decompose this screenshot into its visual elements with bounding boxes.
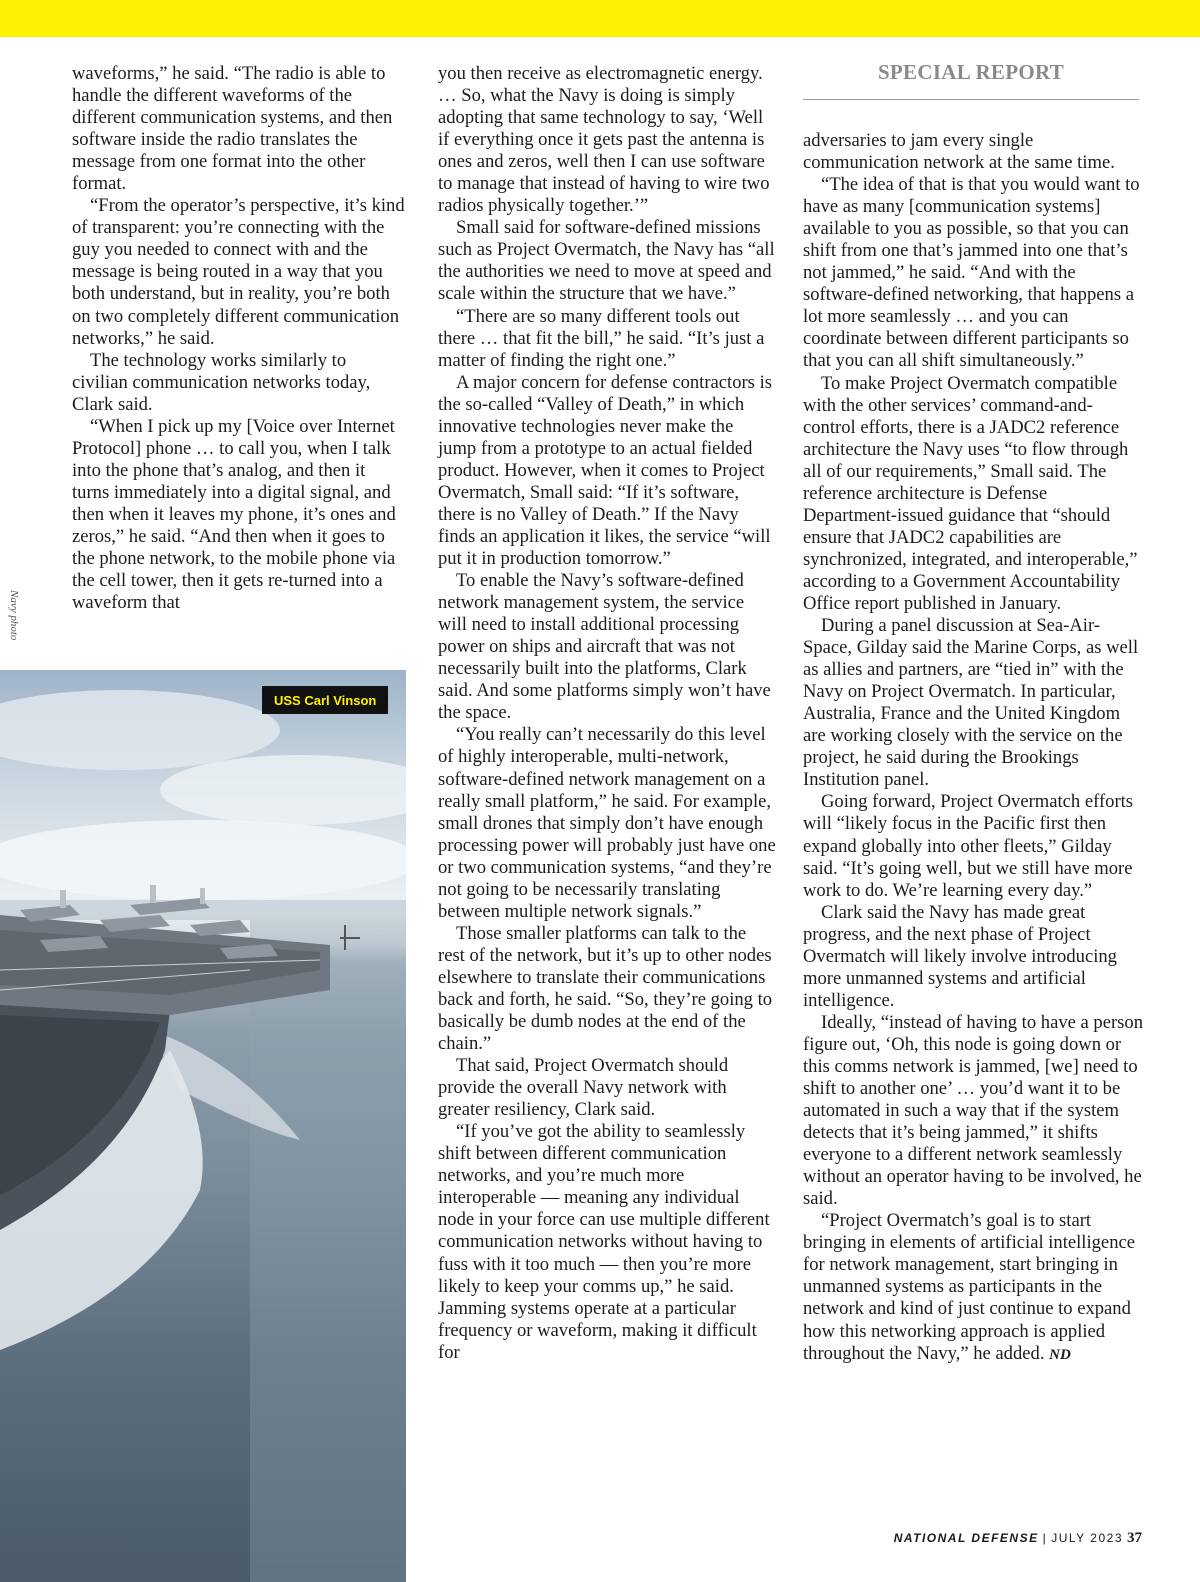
footer-separator: | xyxy=(1042,1531,1048,1545)
top-accent-bar xyxy=(0,0,1200,37)
paragraph: Clark said the Navy has made great progress, and the next phase of Project Overmatch will likely involve introducing more unmanned systems and artificial intelligence. xyxy=(803,901,1117,1011)
paragraph: “If you’ve got the ability to seamlessly shift between different communication networks, and you’re much more interoperable — meaning any individual node in your force can use multiple different communication networks without having to fuss with it too much — then you’re more likely to keep your comms up,” he said. Jamming systems operate at a particular frequency or waveform, making it difficult for xyxy=(438,1121,770,1363)
paragraph: waveforms,” he said. “The radio is able to handle the different waveforms of the different communication systems, and then software inside the radio translates the message from one format into the other format. xyxy=(72,63,393,195)
section-divider xyxy=(803,99,1139,100)
issue-date: JULY 2023 xyxy=(1051,1531,1123,1545)
paragraph: adversaries to jam every single communication network at the same time. xyxy=(803,130,1115,174)
carrier-illustration xyxy=(0,670,406,1582)
paragraph: During a panel discussion at Sea-Air-Space, Gilday said the Marine Corps, as well as allies and partners, are “tied in” with the Navy on Project Overmatch. In particular, Australia, France and the United Kingdom are working closely with the service on the project, he said during the Brookings Institution panel. xyxy=(803,615,1139,791)
photo-caption-tag xyxy=(262,686,388,714)
paragraph: “There are so many different tools out there … that fit the bill,” he said. “It’s just a matter of finding the right one.” xyxy=(438,305,765,371)
paragraph: Those smaller platforms can talk to the rest of the network, but it’s up to other nodes elsewhere to translate their communications back and forth, he said. “So, they’re going to basically be dumb nodes at the end of the chain.” xyxy=(438,922,773,1055)
paragraph: Ideally, “instead of having to have a person figure out, ‘Oh, this node is going down or this comms network is jammed, [we] need to shift to another one’ … you’d want it to be automated in such a way that if the system detects that it’s being jammed,” it shifts everyone to a different network seamlessly without an operator having to be involved, he said. xyxy=(803,1011,1144,1210)
paragraph-text: “Project Overmatch’s goal is to start bringing in elements of artificial intelligence for network management, start bringing in unmanned systems as participants in the network and kind of just continue to expand how this networking approach is applied throughout the Navy,” he added. xyxy=(803,1210,1135,1364)
paragraph: To make Project Overmatch compatible with the other services’ command-and-control efforts, there is a JADC2 reference architecture the Navy uses “to flow through all of our requirements,” Small said. The reference architecture is Defense Department-issued guidance that “should ensure that JADC2 capabilities are synchronized, integrated, and interoperable,” according to a Government Accountability Office report published in January. xyxy=(803,372,1138,614)
page-number: 37 xyxy=(1127,1530,1142,1546)
paragraph: “From the operator’s perspective, it’s kind of transparent: you’re connecting with the guy you needed to connect with and the message is being routed in a way that you both understand, but in reality, you’re both on two completely different communication networks,” he said. xyxy=(72,195,405,349)
page-footer xyxy=(830,1530,1142,1547)
paragraph: To enable the Navy’s software-defined network management system, the service will need to install additional processing power on ships and aircraft that was not necessarily built into the platforms, Clark said. And some platforms simply won’t have the space. xyxy=(438,570,771,724)
paragraph: Going forward, Project Overmatch efforts will “likely focus in the Pacific first then expand globally into other fleets,” Gilday said. “It’s going well, but we still have more work to do. We’re learning every day.” xyxy=(803,791,1134,901)
article-column-2 xyxy=(438,63,776,1364)
paragraph xyxy=(803,1210,1143,1365)
paragraph: The technology works similarly to civilian communication networks today, Clark said. xyxy=(72,349,371,415)
paragraph: Small said for software-defined missions such as Project Overmatch, the Navy has “all the authorities we need to move at speed and scale within the structure that we have.” xyxy=(438,217,775,305)
section-label: SPECIAL REPORT xyxy=(877,60,1065,84)
article-column-1 xyxy=(72,63,406,614)
paragraph: “You really can’t necessarily do this level of highly interoperable, multi-network, software-defined network management on a really small platform,” he said. For example, small drones that simply don’t have enough processing power will probably just have one or two communication systems, “and they’re not going to be necessarily translating between multiple network signals.” xyxy=(438,724,776,922)
paragraph: “The idea of that is that you would want to have as many [communication systems] available to you as possible, so that you can shift from one that’s jammed into one that’s not jammed,” he said. “And with the software-defined networking, that happens a lot more seamlessly … and you can coordinate between different participants so that you can all shift simultaneously.” xyxy=(803,174,1140,372)
article-column-3 xyxy=(803,130,1143,1366)
photo-credit: Navy photo xyxy=(8,590,20,641)
end-mark: ND xyxy=(1049,1346,1071,1363)
paragraph: A major concern for defense contractors is the so-called “Valley of Death,” in which innovative technologies never make the jump from a prototype to an actual fielded product. However, when it comes to Project Overmatch, Small said: “If it’s software, there is no Valley of Death.” If the Navy finds an application it likes, the service “will put it in production tomorrow.” xyxy=(438,371,772,570)
paragraph: That said, Project Overmatch should provide the overall Navy network with greater resiliency, Clark said. xyxy=(438,1055,729,1121)
paragraph: “When I pick up my [Voice over Internet Protocol] phone … to call you, when I talk into the phone that’s analog, and then it turns immediately into a digital signal, and then when it leaves my phone, it’s ones and zeros,” he said. “And then when it goes to the phone network, to the mobile phone via the cell tower, then it gets re-turned into a waveform that xyxy=(72,415,396,614)
photo-caption: USS Carl Vinson xyxy=(274,692,377,708)
publication-name: NATIONAL DEFENSE xyxy=(893,1531,1039,1545)
carrier-photo xyxy=(0,670,406,1582)
paragraph: you then receive as electromagnetic energy. … So, what the Navy is doing is simply adopting that same technology to say, ‘Well if everything once it gets past the antenna is ones and zeros, well then I can use software to manage that instead of having to wire two radios physically together.’” xyxy=(438,63,770,217)
